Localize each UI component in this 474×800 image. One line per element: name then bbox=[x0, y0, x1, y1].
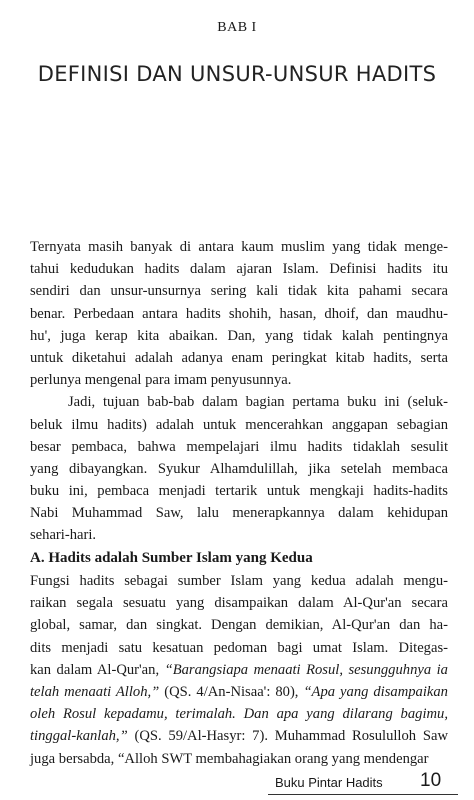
chapter-label: BAB I bbox=[217, 20, 257, 35]
text-line: Fungsi hadits sebagai sumber Islam yang kedua adalah mengu- bbox=[30, 573, 448, 589]
footer-divider bbox=[268, 794, 458, 795]
text-line: buku ini, pembaca menjadi tertarik untuk mengkaji hadits-hadits bbox=[30, 483, 448, 500]
quote-block bbox=[30, 659, 448, 770]
text-line: bersabda, “Alloh SWT membahagiakan orang yang mendengar bbox=[58, 750, 429, 767]
text-line: raikan segala sesuatu yang disampaikan dalam Al-Qur'an secara bbox=[30, 595, 448, 612]
text-line: Jadi, tujuan bab-bab dalam bagian pertama buku ini (seluk- bbox=[68, 394, 448, 411]
body-paragraph-1 bbox=[30, 236, 448, 547]
text-line: besar pembaca, bahwa mempelajari ilmu hadits tidaklah sesulit bbox=[30, 438, 448, 455]
text-line: Nabi Muhammad Saw, lalu menerapkannya dalam kehidupan bbox=[30, 505, 448, 522]
text-line: dits menjadi satu kesatuan pedoman bagi umat Islam. Ditegas- bbox=[30, 639, 448, 656]
body-paragraph-3 bbox=[30, 570, 448, 770]
chapter-title: DEFINISI DAN UNSUR-UNSUR HADITS bbox=[37, 62, 437, 86]
text-line: perlunya mengenal para imam penyusunnya. bbox=[30, 372, 292, 389]
section-heading: A. Hadits adalah Sumber Islam yang Kedua bbox=[30, 550, 313, 566]
text-line: hu', juga kerap kita abaikan. Dan, yang tidak kalah pentingnya bbox=[30, 327, 448, 344]
text-line: Ternyata masih banyak di antara kaum muslim yang tidak menge- bbox=[30, 239, 448, 255]
reference: (QS. 59/Al-Hasyr: 7). Muhammad Rosululloh Saw juga bbox=[30, 728, 448, 767]
text-line: tahui kedudukan hadits dalam ajaran Islam. Definisi hadits itu bbox=[30, 261, 448, 278]
quote-text: “Apa yang disampaikan oleh Rosul kepadamu, terimalah. Dan apa yang dilarang bagimu, tinggal-kanlah,” bbox=[30, 683, 448, 745]
page-number: 10 bbox=[420, 770, 442, 791]
text-line: untuk diketahui adalah adanya enam peringkat kitab hadits, serta bbox=[30, 349, 448, 366]
text-line: global, samar, dan singkat. Dengan demikian, Al-Qur'an dan ha- bbox=[30, 617, 448, 634]
text-line: benar. Perbedaan antara hadits shohih, hasan, dhoif, dan maudhu- bbox=[30, 305, 448, 322]
quote-text: “Barangsiapa menaati Rosul, sesungguhnya ia telah menaati Alloh,” bbox=[30, 661, 448, 700]
reference: (QS. 4/An-Nisaa': 80), bbox=[164, 683, 299, 700]
footer-book-title: Buku Pintar Hadits bbox=[275, 775, 383, 790]
text-line: yang dibayangkan. Syukur Alhamdulillah, jika setelah membaca bbox=[30, 460, 448, 477]
text-line: kan dalam Al-Qur'an, bbox=[30, 661, 160, 678]
text-line: sendiri dan unsur-unsurnya sering kali tidak kita pahami secara bbox=[30, 283, 448, 300]
text-line: sehari-hari. bbox=[30, 527, 97, 544]
text-line: beluk ilmu hadits) adalah untuk mencerahkan anggapan sebagian bbox=[30, 416, 448, 433]
